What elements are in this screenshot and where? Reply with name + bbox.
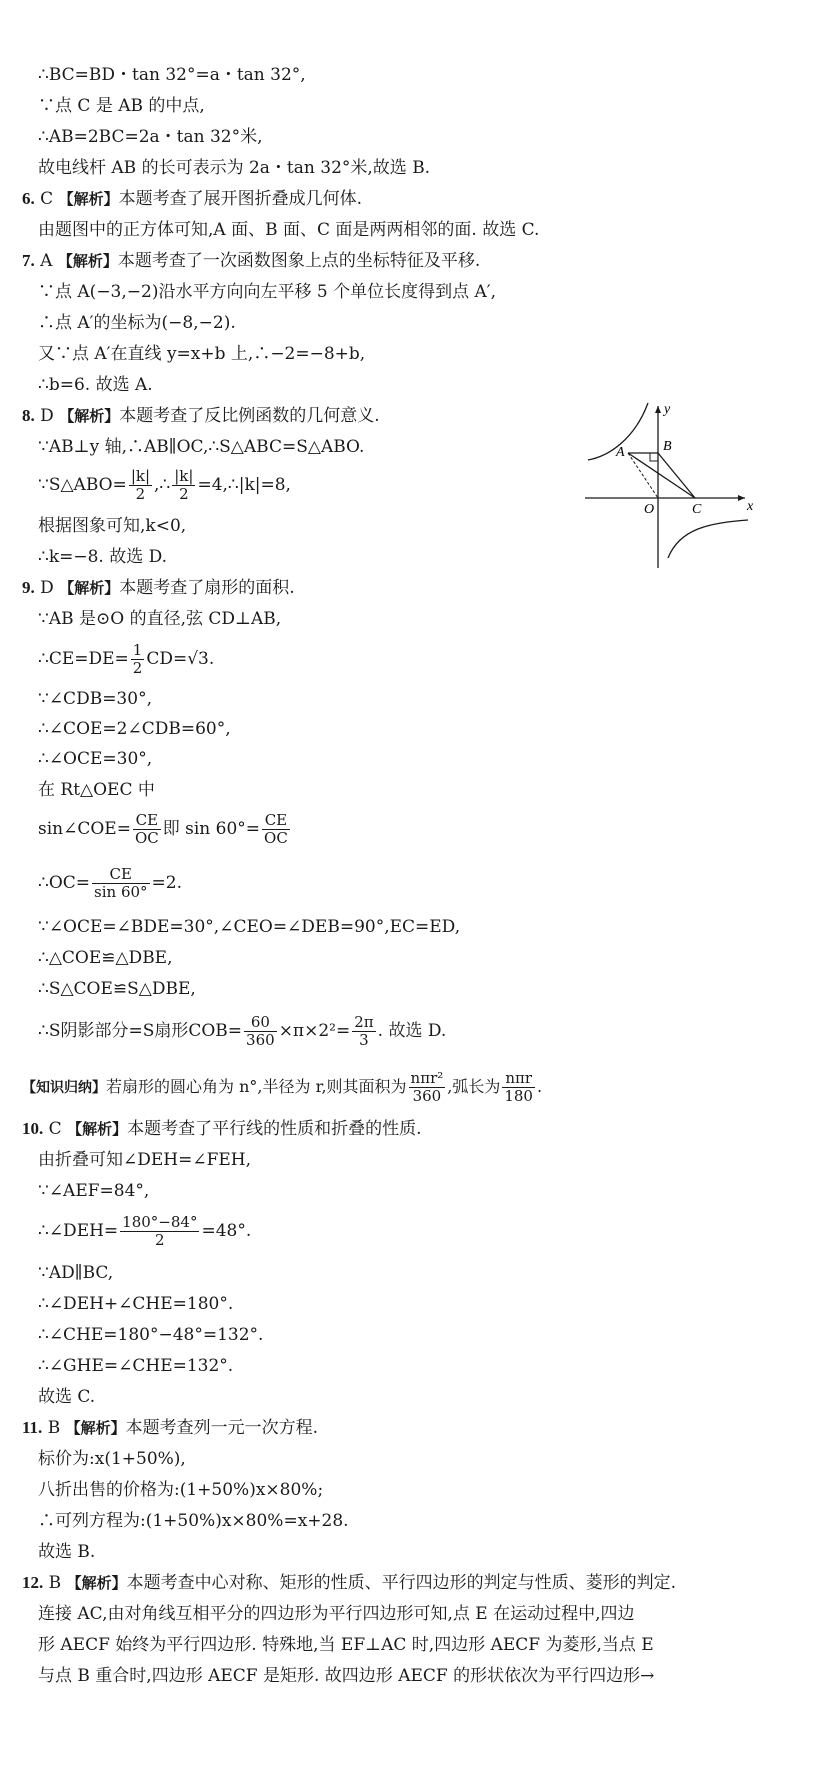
text-line: ∵∠CDB=30°, — [38, 689, 152, 709]
analysis-tag: 【解析】 — [59, 579, 120, 597]
fraction — [502, 1070, 535, 1105]
question-number: 7. — [22, 251, 35, 270]
text-line: ∵点 C 是 AB 的中点, — [38, 96, 205, 116]
label-c: C — [692, 502, 702, 517]
math-line — [38, 1014, 446, 1049]
text-line: 与点 B 重合时,四边形 AECF 是矩形. 故四边形 AECF 的形状依次为平行四边形→ — [38, 1666, 655, 1686]
question-topic: 本题考查列一元一次方程. — [125, 1418, 319, 1438]
fraction-denominator: OC — [134, 829, 159, 847]
fraction — [120, 1214, 199, 1249]
question-11-header — [22, 1417, 318, 1439]
analysis-tag: 【解析】 — [67, 1120, 128, 1138]
note-text: . — [536, 1077, 543, 1096]
fraction-numerator: 60 — [244, 1014, 277, 1032]
question-number: 11. — [22, 1418, 43, 1437]
math-line — [38, 468, 291, 503]
question-number: 10. — [22, 1119, 44, 1138]
text-line: ∴∠OCE=30°, — [38, 749, 153, 769]
text-line: ∴BC=BD・tan 32°=a・tan 32°, — [38, 65, 306, 85]
math-line: ∴S△COE≌S△DBE, — [38, 979, 196, 999]
question-topic: 本题考查了平行线的性质和折叠的性质. — [127, 1119, 422, 1139]
question-topic: 本题考查了反比例函数的几何意义. — [119, 406, 380, 426]
text-line: ∴∠DEH+∠CHE=180°. — [38, 1294, 234, 1314]
text-line: 在 Rt△OEC 中 — [38, 780, 155, 800]
text-line: ∴∠COE=2∠CDB=60°, — [38, 719, 231, 739]
text-line: ∴∠CHE=180°−48°=132°. — [38, 1325, 264, 1345]
fraction — [262, 812, 290, 847]
math-text: sin∠COE= — [38, 819, 131, 839]
label-y: y — [664, 402, 671, 417]
fraction — [133, 812, 161, 847]
text-line: ∵∠AEF=84°, — [38, 1181, 150, 1201]
segment-ao — [628, 453, 658, 498]
question-10-header — [22, 1118, 422, 1140]
fraction-numerator: 1 — [132, 641, 143, 659]
fraction — [172, 468, 195, 503]
question-12-header — [22, 1572, 676, 1594]
math-text: 即 sin 60°= — [162, 819, 261, 839]
fraction-denominator: 2 — [135, 485, 146, 503]
math-text: ,∴ — [154, 475, 171, 495]
text-line: ∴AB=2BC=2a・tan 32°米, — [38, 127, 263, 147]
text-line: 又∵点 A′在直线 y=x+b 上,∴−2=−8+b, — [38, 344, 366, 364]
label-a: A — [616, 445, 625, 460]
text-line: ∵∠OCE=∠BDE=30°,∠CEO=∠DEB=90°,EC=ED, — [38, 917, 461, 937]
segment-ac — [628, 453, 695, 498]
text-line: ∵点 A(−3,−2)沿水平方向向左平移 5 个单位长度得到点 A′, — [38, 282, 497, 302]
math-text: =48°. — [201, 1221, 252, 1241]
fraction-denominator: 2 — [179, 485, 189, 503]
hyperbola-branch-right — [668, 520, 748, 558]
math-text: CD=√3. — [146, 649, 215, 669]
math-text: ∴CE=DE= — [38, 649, 129, 669]
answer-letter: B — [47, 1418, 61, 1438]
fraction — [129, 468, 152, 503]
analysis-tag: 【解析】 — [66, 1574, 127, 1592]
math-text: ∵S△ABO= — [38, 475, 127, 495]
answer-letter: D — [40, 578, 54, 598]
knowledge-tag: 【知识归纳】 — [22, 1080, 106, 1096]
math-text: ∴OC= — [38, 873, 91, 893]
fraction-denominator: 3 — [359, 1031, 369, 1049]
hyperbola-figure — [580, 398, 755, 573]
question-topic: 本题考查了扇形的面积. — [119, 578, 295, 598]
text-line: ∴b=6. 故选 A. — [38, 375, 153, 395]
math-text: =4,∴|k|=8, — [197, 475, 291, 495]
text-line: ∴点 A′的坐标为(−8,−2). — [38, 313, 236, 333]
right-angle-mark — [650, 453, 658, 461]
question-8-header — [22, 405, 380, 427]
text-line: ∵AB 是⊙O 的直径,弦 CD⊥AB, — [38, 609, 282, 629]
label-b: B — [663, 439, 672, 454]
question-number: 9. — [22, 578, 35, 597]
text-line: 形 AECF 始终为平行四边形. 特殊地,当 EF⊥AC 时,四边形 AECF 为菱形,当点 E — [38, 1635, 654, 1655]
text-line: ∴∠GHE=∠CHE=132°. — [38, 1356, 234, 1376]
math-text: =2. — [151, 873, 182, 893]
answer-letter: D — [40, 406, 54, 426]
fraction — [244, 1014, 277, 1049]
fraction-numerator: CE — [262, 812, 290, 830]
fraction — [352, 1014, 375, 1049]
text-line: ∴△COE≌△DBE, — [38, 948, 173, 968]
math-text: ∴S阴影部分=S扇形COB= — [38, 1021, 243, 1041]
fraction-numerator: nπr — [502, 1070, 535, 1088]
text-line: 故选 B. — [38, 1542, 96, 1562]
segment-bc — [658, 453, 695, 498]
text-line: 根据图象可知,k<0, — [38, 516, 187, 536]
math-text: ∴∠DEH= — [38, 1221, 119, 1241]
fraction — [92, 866, 150, 901]
text-line: ∴k=−8. 故选 D. — [38, 547, 168, 567]
question-topic: 本题考查了一次函数图象上点的坐标特征及平移. — [117, 251, 481, 271]
text-line: ∴可列方程为:(1+50%)x×80%=x+28. — [38, 1511, 349, 1531]
math-line — [38, 642, 214, 677]
fraction-denominator: 360 — [412, 1087, 442, 1105]
note-text: 若扇形的圆心角为 n°,半径为 r,则其面积为 — [106, 1077, 407, 1096]
text-line: 八折出售的价格为:(1+50%)x×80%; — [38, 1480, 324, 1500]
question-number: 12. — [22, 1573, 44, 1592]
math-text: ×π×2²= — [278, 1021, 351, 1041]
text-line: ∵AD∥BC, — [38, 1263, 114, 1283]
math-line — [38, 866, 182, 901]
analysis-tag: 【解析】 — [65, 1419, 126, 1437]
question-6-header — [22, 188, 362, 210]
x-axis-arrow — [738, 495, 745, 501]
answer-letter: B — [48, 1573, 62, 1593]
analysis-tag: 【解析】 — [59, 407, 120, 425]
analysis-tag: 【解析】 — [57, 252, 118, 270]
question-number: 6. — [22, 189, 35, 208]
fraction — [131, 642, 145, 677]
label-x: x — [747, 499, 754, 514]
fraction-numerator: CE — [92, 866, 150, 884]
text-line: ∵AB⊥y 轴,∴AB∥OC,∴S△ABC=S△ABO. — [38, 437, 365, 457]
fraction-denominator: 180 — [504, 1087, 533, 1105]
note-text: ,弧长为 — [447, 1077, 501, 1096]
fraction-numerator: CE — [133, 812, 161, 830]
fraction-denominator: 360 — [246, 1031, 275, 1049]
math-line — [38, 812, 292, 847]
text-line: 由折叠可知∠DEH=∠FEH, — [38, 1150, 252, 1170]
text-line: 故电线杆 AB 的长可表示为 2a・tan 32°米,故选 B. — [38, 158, 431, 178]
question-number: 8. — [22, 406, 35, 425]
question-7-header — [22, 250, 480, 272]
fraction-numerator: |k| — [174, 467, 194, 485]
text-line: 由题图中的正方体可知,A 面、B 面、C 面是两两相邻的面. 故选 C. — [38, 220, 540, 240]
answer-letter: C — [48, 1119, 62, 1139]
text-line: 连接 AC,由对角线互相平分的四边形为平行四边形可知,点 E 在运动过程中,四边 — [38, 1604, 635, 1624]
math-text: . 故选 D. — [377, 1021, 447, 1041]
fraction-numerator: |k| — [130, 467, 151, 485]
analysis-tag: 【解析】 — [58, 190, 119, 208]
fraction-denominator: OC — [264, 829, 288, 847]
answer-letter: C — [40, 189, 54, 209]
label-o: O — [644, 502, 655, 517]
fraction-numerator: 180°−84° — [122, 1213, 198, 1231]
y-axis-arrow — [655, 406, 661, 413]
fraction-numerator: nπr² — [410, 1069, 444, 1087]
knowledge-summary — [22, 1070, 542, 1105]
fraction — [409, 1070, 446, 1105]
text-line: 标价为:x(1+50%), — [38, 1449, 186, 1469]
text-line: 故选 C. — [38, 1387, 96, 1407]
fraction-denominator: 2 — [132, 659, 143, 677]
question-9-header — [22, 577, 295, 599]
math-line — [38, 1214, 251, 1249]
answer-letter: A — [40, 251, 53, 271]
fraction-denominator: 2 — [155, 1231, 165, 1249]
question-topic: 本题考查中心对称、矩形的性质、平行四边形的判定与性质、菱形的判定. — [126, 1573, 676, 1593]
question-topic: 本题考查了展开图折叠成几何体. — [118, 189, 362, 209]
fraction-numerator: 2π — [354, 1013, 374, 1031]
fraction-denominator: sin 60° — [94, 883, 148, 901]
